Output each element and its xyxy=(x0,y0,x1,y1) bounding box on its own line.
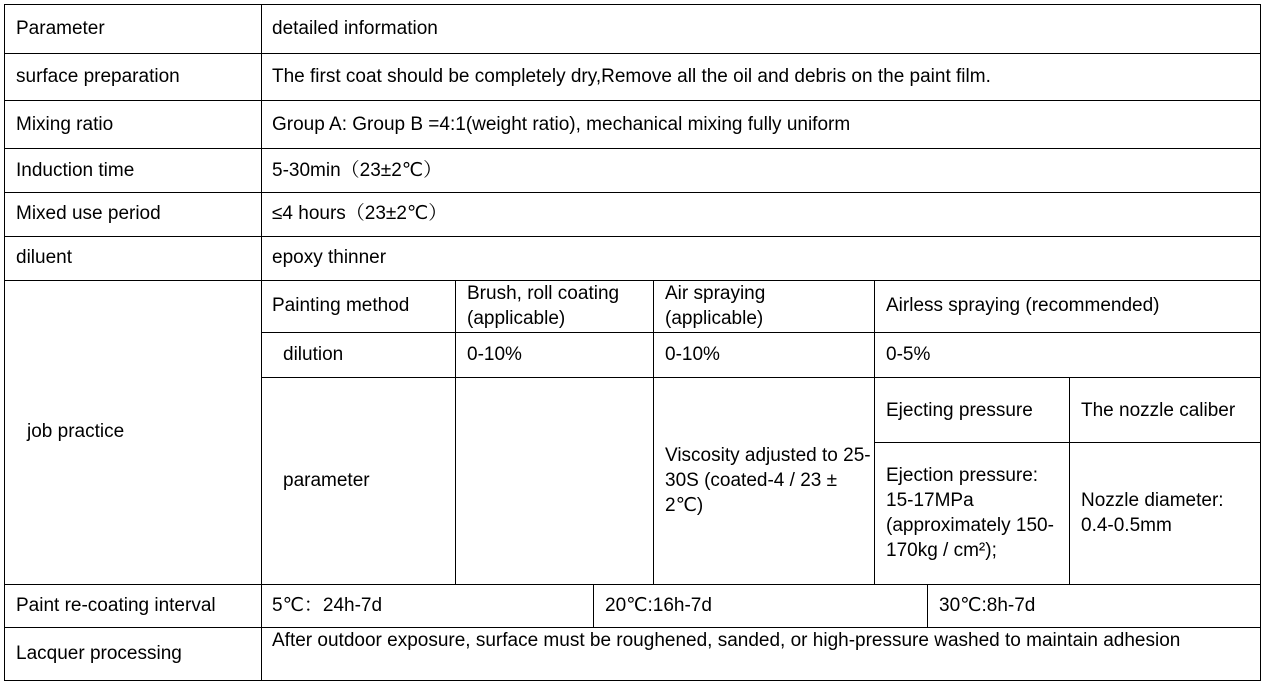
painting-method-label: Painting method xyxy=(272,295,410,316)
dilution-airless: 0-5% xyxy=(886,344,931,365)
rule xyxy=(874,280,875,584)
rule xyxy=(4,4,5,681)
lacquer-processing-label: Lacquer processing xyxy=(16,643,182,664)
rule xyxy=(261,377,1261,378)
rule xyxy=(4,192,1261,193)
mixed-use-period-label: Mixed use period xyxy=(16,203,161,224)
surface-preparation-label: surface preparation xyxy=(16,66,180,87)
rule xyxy=(4,53,1261,54)
recoating-20c: 20℃:16h-7d xyxy=(605,595,712,616)
diluent-label: diluent xyxy=(16,247,72,268)
rule xyxy=(874,442,1261,443)
parameter-label: parameter xyxy=(283,470,370,491)
dilution-air: 0-10% xyxy=(665,344,720,365)
air-spraying-parameter: Viscosity adjusted to 25-30S (coated-4 / 23 ± 2℃) xyxy=(665,445,871,516)
recoating-interval-label: Paint re-coating interval xyxy=(16,595,216,616)
header-label: Parameter xyxy=(16,18,105,39)
rule xyxy=(4,680,1261,681)
diluent-value: epoxy thinner xyxy=(272,247,387,268)
induction-time-label: Induction time xyxy=(16,160,135,181)
rule xyxy=(4,148,1261,149)
recoating-5c: 5℃：24h-7d xyxy=(272,595,383,616)
ejection-pressure-value: Ejection pressure: 15-17MPa (approximately 150-170kg / cm²); xyxy=(886,465,1054,561)
ejecting-pressure-label: Ejecting pressure xyxy=(886,400,1033,421)
rule xyxy=(1069,377,1070,584)
mixed-use-period-value: ≤4 hours（23±2℃） xyxy=(272,203,448,224)
mixing-ratio-label: Mixing ratio xyxy=(16,114,114,135)
rule xyxy=(4,4,1261,5)
induction-time-value: 5-30min（23±2℃） xyxy=(272,160,443,181)
header-value: detailed information xyxy=(272,18,438,39)
rule xyxy=(4,236,1261,237)
rule xyxy=(261,4,262,681)
airless-spraying-method: Airless spraying (recommended) xyxy=(886,295,1160,316)
nozzle-diameter-value: Nozzle diameter: 0.4-0.5mm xyxy=(1081,490,1224,536)
rule xyxy=(261,332,1261,333)
lacquer-processing-value: After outdoor exposure, surface must be roughened, sanded, or high-pressure washed to maintain adhesion xyxy=(272,630,1181,651)
air-spraying-method: Air spraying (applicable) xyxy=(665,283,766,329)
dilution-brush: 0-10% xyxy=(467,344,522,365)
rule xyxy=(593,584,594,627)
rule xyxy=(1260,4,1261,681)
nozzle-caliber-label: The nozzle caliber xyxy=(1081,400,1236,421)
job-practice-label: job practice xyxy=(27,421,125,442)
recoating-30c: 30℃:8h-7d xyxy=(939,595,1036,616)
rule xyxy=(4,100,1261,101)
rule xyxy=(455,280,456,584)
surface-preparation-value: The first coat should be completely dry,Remove all the oil and debris on the paint film. xyxy=(272,66,991,87)
mixing-ratio-value: Group A: Group B =4:1(weight ratio), mechanical mixing fully uniform xyxy=(272,114,851,135)
rule xyxy=(927,584,928,627)
rule xyxy=(653,280,654,584)
rule xyxy=(4,584,1261,585)
dilution-label: dilution xyxy=(283,344,344,365)
brush-method: Brush, roll coating (applicable) xyxy=(467,283,620,329)
